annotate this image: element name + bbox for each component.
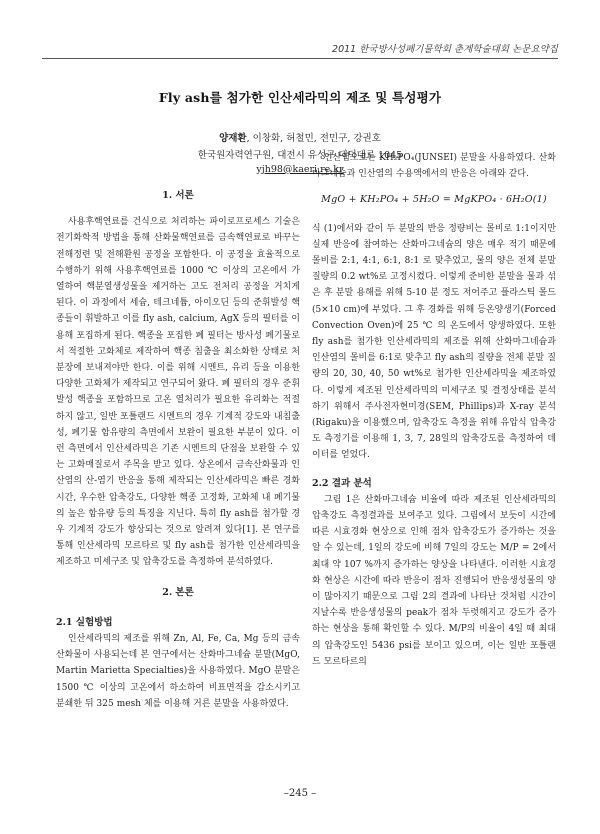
author-line [0,130,600,144]
subsection-heading-results: 2.2 결과 분석 [312,477,372,489]
right-column [312,150,556,670]
presenting-author: 양재환 [219,133,247,144]
section-heading-body: 2. 본론 [162,586,194,598]
reaction-equation: MgO + KH₂PO₄ + 5H₂O = MgKPO₄ · 6H₂O(1) [321,194,547,206]
page-number: –245 – [283,788,317,799]
section-heading-intro: 1. 서론 [162,190,194,201]
paper-title: Fly ash를 첨가한 인산세라믹의 제조 및 특성평가 [158,90,442,105]
affiliation: 한국원자력연구원, 대전시 유성구 대덕대로 1045 [197,150,403,161]
results-paragraph: 그림 1은 산화마그네슘 비율에 따라 제조된 인산세라믹의 압축강도 측정결과를 보여주고 있다. 그림에서 보듯이 시간에 따른 시효경화 현상으로 인해 점차 압축강도가 증가하는 것을 알 수 있는데, 1일의 강도에 비해 7일의 강도는 M/P = 2에서 최대 약 107 %까지 증가하는 양상을 나타낸다. 이러한 시효경화 현상은 시간에 따라 반응이 점차 진행되어 반응생성물의 양이 많아지기 때문으로 그림 2의 결과에 나타난 것처럼 시간이 지날수록 반응생성물의 peak가 점차 두렷해지고 강도가 증가하는 현상을 통해 확인할 수 있다. M/P의 비율이 4일 때 최대의 압축강도인 5436 psi를 보이고 있으며, 이는 일반 포틀랜드 모르타르의 [312,494,556,667]
left-column [56,188,300,712]
intro-paragraph: 사용후핵연료를 건식으로 처리하는 파이로프로세스 기술은 전기화학적 방법을 통해 산화물핵연료를 금속핵연료로 바꾸는 전해정련 및 전해환원 공정을 포함한다. 이 공정을 효율적으로 수행하기 위해 사용후핵연료를 1000 ℃ 이상의 고온에서 가열하여 핵분열생성물을 제거하는 고도 전처리 공정을 거치게 된다. 이 과정에서 세슘, 테크네튬, 아이오딘 등의 준휘발성 핵종들이 휘발하고 이를 fly ash, calcium, AgX 등의 필터를 이용해 포집하게 된다. 핵종을 포집한 폐 필터는 방사성 폐기물로서 적절한 고화체로 제작하여 핵종 침출을 최소화한 상태로 처분장에 보내져야만 한다. 이를 위해 시멘트, 유리 등을 이용한 다양한 고화체가 제작되고 연구되어 왔다. 폐 필터의 경우 준휘발성 핵종을 포함하므로 고온 열처리가 필요한 유리화는 적절하지 않고, 일반 포틀랜드 시멘트의 경우 기계적 강도와 내침출성, 폐기물 함유량의 측면에서 보완이 필요한 부분이 있다. 이런 측면에서 인산세라믹은 기존 시멘트의 단점을 보완할 수 있는 고화매질로서 주목을 받고 있다. 상온에서 금속산화물과 인산염의 산-염기 반응을 통해 제작되는 인산세라믹은 빠른 경화시간, 우수한 압축강도, 다양한 핵종 고정화, 고화체 내 폐기물의 높은 함유량 등의 특징을 지닌다. 특히 fly ash를 첨가할 경우 기계적 강도가 향상되는 것으로 알려져 있다[1]. 본 연구를 통해 인산세라믹 모르타르 및 fly ash를 첨가한 인산세라믹을 제조하고 미세구조 및 압축강도를 측정하여 분석하였다. [56,217,300,568]
subsection-heading-method: 2.1 실험방법 [56,616,113,628]
header-rule [42,58,558,59]
method-paragraph: 인산세라믹의 제조를 위해 Zn, Al, Fe, Ca, Mg 등의 금속산화물이 사용되는데 본 연구에서는 산화마그네슘 분말(MgO, Martin Marietta Specialties)을 사용하였다. MgO 분말은 1500 ℃ 이상의 고온에서 하소하여 비표면적을 감소시키고 분쇄한 뒤 325 mesh 체를 이용해 거른 분말을 사용하였다. [56,634,300,709]
method-continued-paragraph: 인산염으로는 KH₂PO₄(JUNSEI) 분말을 사용하였다. 산화마그네슘과 인산염의 수용액에서의 반응은 아래와 같다. [312,153,556,180]
coauthors: , 이창화, 허철민, 전민구, 강권호 [246,133,381,144]
email-link[interactable]: yjh98@kaeri.re.kr [256,164,344,175]
running-header: 2011 한국방사성폐기물학회 춘계학술대회 논문요약집 [332,44,558,55]
method-detail-paragraph: 식 (1)에서와 같이 두 분말의 반응 정량비는 몰비로 1:1이지만 실제 반응에 참여하는 산화마그네슘의 양은 매우 적기 때문에 몰비를 2:1, 4:1, 6:1, 8:1 로 맞추었고, 물의 양은 전체 분말 질량의 0.2 wt%로 고정시켰다. 이렇게 준비한 분말을 물과 섞은 후 분말 용해를 위해 5-10 분 정도 저어주고 플라스틱 몰드(5×10 cm)에 부었다. 그 후 경화를 위해 등온양생기(Forced Convection Oven)에 25 ℃ 의 온도에서 양생하였다. 또한 fly ash를 첨가한 인산세라믹의 제조를 위해 산화마그네슘과 인산염의 몰비를 6:1로 맞추고 fly ash의 질량을 전체 분말 질량의 20, 30, 40, 50 wt%로 첨가한 인산세라믹을 제조하였다. 이렇게 제조된 인산세라믹의 미세구조 및 결정상태를 분석하기 위해서 주사전자현미경(SEM, Phillips)과 X-ray 분석(Rigaku)을 이용했으며, 압축강도 측정을 위해 유압식 압축강도 측정기를 이용해 1, 3, 7, 28일의 압축강도를 측정하여 데이터를 얻었다. [312,223,556,461]
